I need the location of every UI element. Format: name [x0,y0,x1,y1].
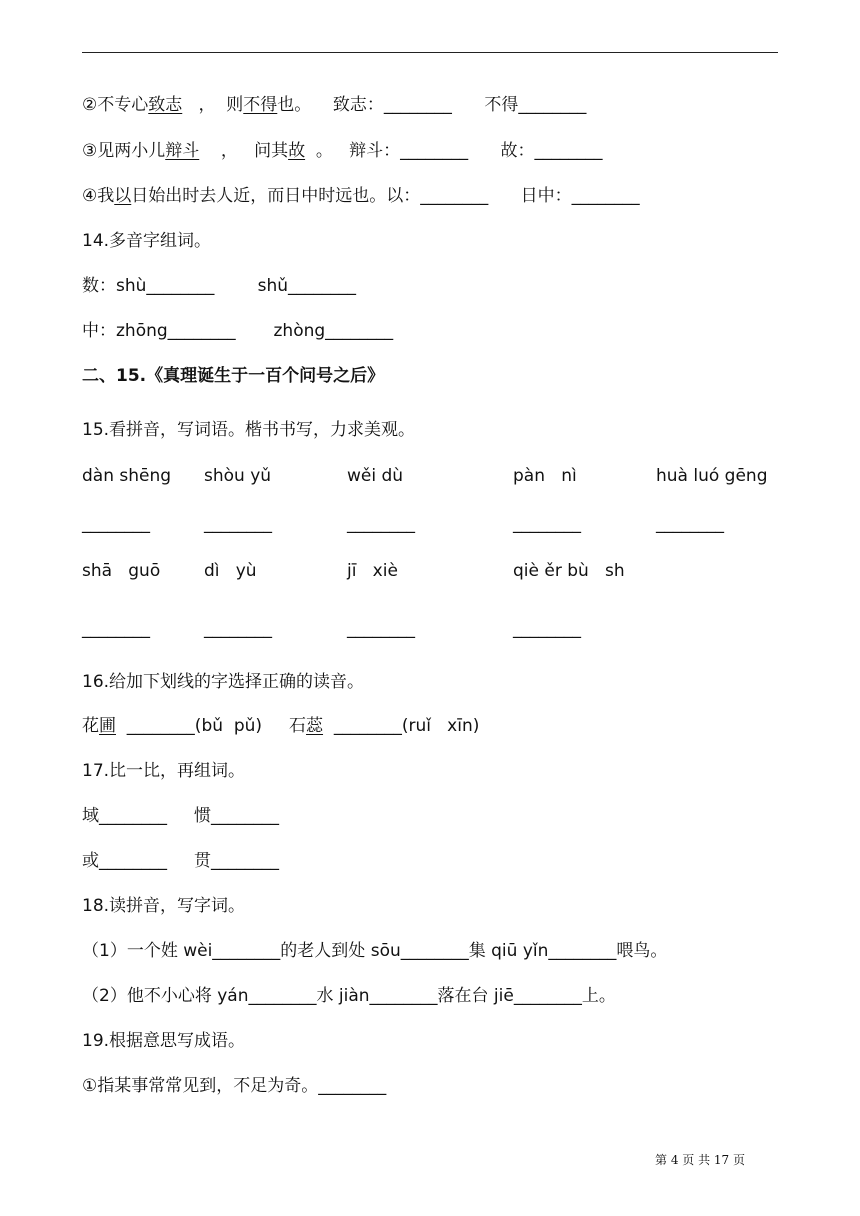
text: ， 问其 [199,141,289,161]
q13-item-2 [82,93,586,117]
section-2-title: 二、15.《真理诞生于一百个问号之后》 [82,366,385,386]
q14-line-1: 数：shù________ shǔ________ [82,276,357,296]
text: ④我 [82,186,115,206]
text: 也。 致志：________ 不得________ [277,95,587,115]
text: ②不专心 [82,95,149,115]
header-rule [82,52,778,53]
q15-pinyin: dàn shēng [82,466,172,486]
underlined-word: 致志 [148,95,183,115]
q18-line-1: （1）一个姓 wèi________的老人到处 sōu________集 qiū yǐn________喂鸟。 [82,941,668,961]
q15-pinyin: pàn nì [513,466,577,486]
q14-line-2: 中：zhōng________ zhòng________ [82,321,394,341]
page-footer: 第 4 页 共 17 页 [655,1153,745,1167]
q15-blank: ________ [513,514,581,534]
q15-title: 15.看拼音，写词语。楷书书写，力求美观。 [82,420,416,440]
q18-line-2: （2）他不小心将 yán________水 jiàn________落在台 jiē________上。 [82,986,616,1006]
q17-line-2: 或________ 贯________ [82,851,280,871]
underlined-word: 不得 [243,95,278,115]
text: 花 [82,716,99,736]
q15-blank: ________ [82,619,150,639]
q13-item-3 [82,139,603,163]
q18-title: 18.读拼音，写字词。 [82,896,246,916]
q16-line [82,714,479,738]
text: ， 则 [182,95,244,115]
q14-title: 14.多音字组词。 [82,231,212,251]
q17-title: 17.比一比，再组词。 [82,761,246,781]
q15-pinyin: jī xiè [347,561,398,581]
q19-line-1: ①指某事常常见到，不足为奇。________ [82,1076,387,1096]
q15-blank: ________ [204,514,272,534]
q13-item-4 [82,184,640,208]
q16-title: 16.给加下划线的字选择正确的读音。 [82,672,365,692]
q15-blank: ________ [656,514,724,534]
q15-blank: ________ [513,619,581,639]
q15-blank: ________ [204,619,272,639]
q15-blank: ________ [347,514,415,534]
text: ________(bǔ pǔ) 石 [116,716,307,736]
q15-pinyin: shā guō [82,561,161,581]
text: ③见两小儿 [82,141,166,161]
text: 日始出时去人近，而日中时远也。以：________ 日中：________ [131,186,640,206]
q15-pinyin: shòu yǔ [204,466,272,486]
q19-title: 19.根据意思写成语。 [82,1031,246,1051]
q15-pinyin: wěi dù [347,466,404,486]
q15-pinyin: dì yù [204,561,257,581]
underlined-word: 圃 [99,716,116,736]
underlined-word: 故 [288,141,306,161]
q15-blank: ________ [347,619,415,639]
underlined-word: 辩斗 [165,141,200,161]
underlined-word: 蕊 [306,716,324,736]
text: 。 辩斗：________ 故：________ [305,141,603,161]
q15-pinyin: qiè ěr bù sh [513,561,625,581]
q17-line-1: 域________ 惯________ [82,806,280,826]
q15-pinyin: huà luó gēng [656,466,768,486]
text: ________(ruǐ xīn) [323,716,480,736]
q15-blank: ________ [82,514,150,534]
underlined-word: 以 [114,186,132,206]
